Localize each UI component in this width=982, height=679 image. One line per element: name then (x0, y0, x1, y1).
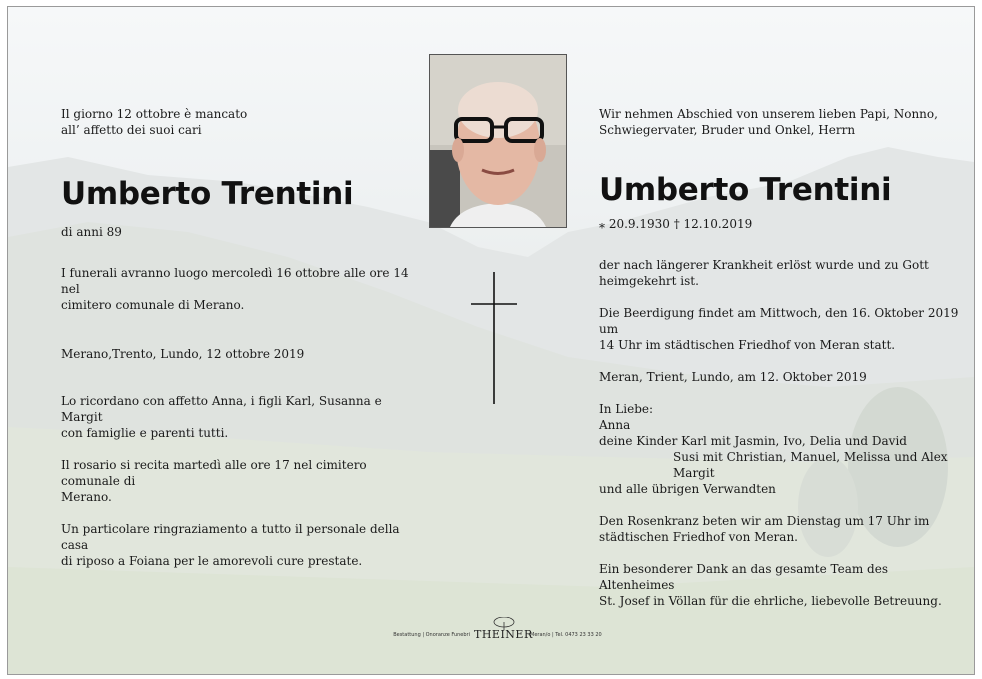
thanks-line-2: di riposo a Foiana per le amorevoli cure prestate. (61, 554, 363, 568)
cross-icon (471, 272, 517, 404)
funeral-line-1: I funerali avranno luogo mercoledì 16 ottobre alle ore 14 nel (61, 266, 409, 296)
intro-line-2: all’ affetto dei suoi cari (61, 123, 202, 137)
rosary-line-1: Den Rosenkranz beten wir am Dienstag um 17 Uhr im (599, 514, 930, 528)
obituary-sheet (7, 6, 975, 675)
funeral-line-2: 14 Uhr im städtischen Friedhof von Meran statt. (599, 338, 896, 352)
love-indent-line-2: Margit (673, 466, 715, 480)
relatives: und alle übrigen Verwandten (599, 482, 776, 496)
funeral-line-1: Die Beerdigung findet am Mittwoch, den 16. Oktober 2019 um (599, 306, 959, 336)
footer (8, 617, 974, 647)
funeral-line-2: cimitero comunale di Merano. (61, 298, 245, 312)
mourners-line-1: Lo ricordano con affetto Anna, i figli Karl, Susanna e Margit (61, 394, 382, 424)
rosary-line-2: städtischen Friedhof von Meran. (599, 530, 798, 544)
age: di anni 89 (61, 225, 122, 239)
place-date: Merano,Trento, Lundo, 12 ottobre 2019 (61, 347, 305, 361)
after-line-2: heimgekehrt ist. (599, 274, 699, 288)
portrait-image (430, 55, 566, 227)
mourners-line-2: con famiglie e parenti tutti. (61, 426, 229, 440)
thanks-line-2: St. Josef in Völlan für die ehrliche, liebevolle Betreuung. (599, 594, 942, 608)
life-dates: ⁎ 20.9.1930 † 12.10.2019 (599, 217, 753, 231)
thanks-line-1: Un particolare ringraziamento a tutto il personale della casa (61, 522, 400, 552)
intro-line-1: Wir nehmen Abschied von unserem lieben Papi, Nonno, (599, 107, 938, 121)
deceased-name: Umberto Trentini (599, 172, 892, 208)
italian-column (61, 106, 411, 569)
intro-line-1: Il giorno 12 ottobre è mancato (61, 107, 248, 121)
after-line-1: der nach längerer Krankheit erlöst wurde und zu Gott (599, 258, 929, 272)
rosary-line-2: Merano. (61, 490, 112, 504)
footer-left-text: Bestattung | Onoranze Funebri (393, 632, 470, 638)
deceased-name: Umberto Trentini (61, 176, 354, 212)
footer-right-text: Meran/o | Tel. 0473 23 33 20 (530, 632, 602, 638)
rosary-line-1: Il rosario si recita martedì alle ore 17 nel cimitero comunale di (61, 458, 367, 488)
german-column (599, 106, 959, 609)
love-line-1: In Liebe: (599, 402, 654, 416)
love-line-2: Anna (599, 418, 631, 432)
portrait-photo (429, 54, 567, 228)
love-indent-line-1: Susi mit Christian, Manuel, Melissa und Alex (673, 450, 948, 464)
thanks-line-1: Ein besonderer Dank an das gesamte Team des Altenheimes (599, 562, 888, 592)
footer-logo: THEINER (474, 628, 533, 641)
love-line-3: deine Kinder Karl mit Jasmin, Ivo, Delia und David (599, 434, 907, 448)
intro-line-2: Schwiegervater, Bruder und Onkel, Herrn (599, 123, 856, 137)
place-date: Meran, Trient, Lundo, am 12. Oktober 2019 (599, 370, 867, 384)
